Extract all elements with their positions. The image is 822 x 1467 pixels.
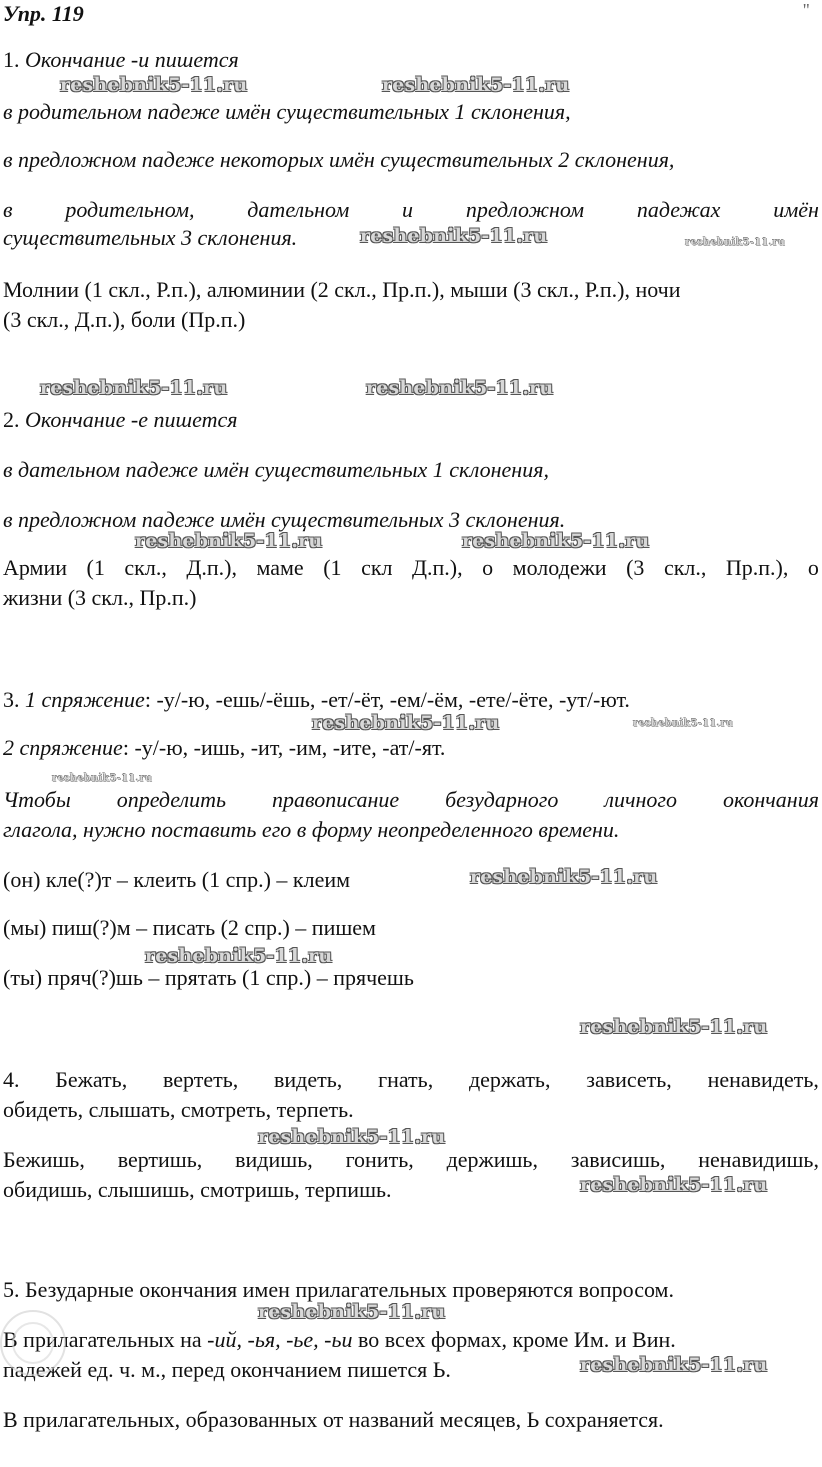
word: маме	[256, 555, 304, 580]
s3-rule-line-1	[3, 786, 819, 814]
word: падежах	[636, 197, 721, 222]
s3-number: 3.	[3, 687, 20, 712]
s5-suffixes: -ий, -ья, -ье, -ьи	[207, 1327, 353, 1352]
word: правописание	[271, 787, 400, 812]
s3-conjugation-1	[3, 686, 630, 714]
s3-conj-2-label: 2 спряжение	[3, 735, 123, 760]
word: и	[402, 197, 414, 222]
s3-example-2: (мы) пиш(?)м – писать (2 спр.) – пишем	[3, 915, 376, 940]
section-2-number: 2.	[3, 407, 20, 432]
s1-line-2: в предложном падеже некоторых имён существительных 2 склонения,	[3, 147, 675, 172]
word: вертеть,	[162, 1067, 239, 1092]
word: скл.,	[124, 555, 167, 580]
s5-line-2-end: во всех формах, кроме Им. и Вин.	[352, 1327, 676, 1352]
word: в	[3, 197, 13, 222]
s1-example-2: (3 скл., Д.п.), боли (Пр.п.)	[3, 307, 246, 332]
word: (3	[626, 555, 645, 580]
watermark: reshebnik5-11.ru	[633, 718, 734, 729]
watermark: reshebnik5-11.ru	[60, 74, 248, 96]
word: о	[807, 555, 819, 580]
section-1-heading-text: Окончание -и пишется	[25, 47, 239, 72]
s5-line-2-start: В прилагательных на	[3, 1327, 208, 1352]
s1-line-3	[3, 196, 819, 224]
word: Пр.п.),	[725, 555, 789, 580]
word: ненавидишь,	[698, 1147, 819, 1172]
word: гонить,	[345, 1147, 414, 1172]
s4-line-1	[3, 1066, 819, 1094]
word: Армии	[3, 555, 68, 580]
corner-mark: ''	[803, 0, 810, 20]
watermark: reshebnik5-11.ru	[258, 1126, 446, 1148]
word: окончания	[722, 787, 819, 812]
s3-example-1: (он) кле(?)т – клеить (1 спр.) – клеим	[3, 867, 351, 892]
s5-line-2	[3, 1326, 676, 1354]
word: видеть,	[274, 1067, 343, 1092]
word: держать,	[468, 1067, 551, 1092]
word: о	[482, 555, 494, 580]
word: скл.,	[663, 555, 707, 580]
word: Бежать,	[55, 1067, 128, 1092]
word: видишь,	[235, 1147, 313, 1172]
s4-line-3	[3, 1146, 819, 1174]
word: скл	[361, 555, 393, 580]
word: личного	[604, 787, 677, 812]
faded-stamp	[0, 1310, 66, 1376]
watermark: reshebnik5-11.ru	[462, 530, 650, 552]
watermark: reshebnik5-11.ru	[360, 225, 548, 247]
s4-line-2: обидеть, слышать, смотреть, терпеть.	[3, 1097, 354, 1122]
s3-rule-line-2: глагола, нужно поставить его в форму неопределенного времени.	[3, 817, 620, 842]
word: Д.п.),	[412, 555, 463, 580]
watermark: reshebnik5-11.ru	[52, 773, 153, 784]
word: Д.п.),	[186, 555, 237, 580]
word: Бежишь,	[3, 1147, 85, 1172]
s3-conj-1-label: 1 спряжение	[25, 687, 145, 712]
s3-conj-2-endings: : -у/-ю, -ишь, -ит, -им, -ите, -ат/-ят.	[122, 735, 446, 760]
s1-example-1: Молнии (1 скл., Р.п.), алюминии (2 скл., Пр.п.), мыши (3 скл., Р.п.), ночи	[3, 277, 681, 302]
word: Чтобы	[3, 787, 71, 812]
watermark: reshebnik5-11.ru	[580, 1016, 768, 1038]
word: зависеть,	[586, 1067, 672, 1092]
watermark: reshebnik5-11.ru	[382, 74, 570, 96]
section-2-heading	[3, 406, 237, 434]
section-1-heading	[3, 46, 239, 74]
word: ненавидеть,	[707, 1067, 819, 1092]
section-2-heading-text: Окончание -е пишется	[25, 407, 238, 432]
s5-line-4: В прилагательных, образованных от названий месяцев, Ь сохраняется.	[3, 1407, 664, 1432]
word: вертишь,	[117, 1147, 203, 1172]
watermark: reshebnik5-11.ru	[580, 1174, 768, 1196]
word: (1	[86, 555, 105, 580]
s1-line-1: в родительном падеже имён существительных 1 склонения,	[3, 99, 571, 124]
word: определить	[116, 787, 227, 812]
word: дательном	[247, 197, 350, 222]
watermark: reshebnik5-11.ru	[580, 1354, 768, 1376]
word: (1	[323, 555, 342, 580]
watermark: reshebnik5-11.ru	[135, 530, 323, 552]
watermark: reshebnik5-11.ru	[40, 377, 228, 399]
s3-conj-1-endings: : -у/-ю, -ешь/-ёшь, -ет/-ёт, -ем/-ём, -ете/-ёте, -ут/-ют.	[144, 687, 630, 712]
watermark: reshebnik5-11.ru	[258, 1301, 446, 1323]
watermark: reshebnik5-11.ru	[145, 945, 333, 967]
s3-example-3: (ты) пряч(?)шь – прятать (1 спр.) – прячешь	[3, 965, 414, 990]
word: имён	[773, 197, 819, 222]
s5-line-3: падежей ед. ч. м., перед окончанием пишется Ь.	[3, 1357, 451, 1382]
word: гнать,	[378, 1067, 434, 1092]
watermark: reshebnik5-11.ru	[470, 866, 658, 888]
word: 4.	[3, 1067, 20, 1092]
section-1-number: 1.	[3, 47, 20, 72]
watermark: reshebnik5-11.ru	[366, 377, 554, 399]
word: зависишь,	[570, 1147, 666, 1172]
s4-line-4: обидишь, слышишь, смотришь, терпишь.	[3, 1177, 392, 1202]
word: держишь,	[446, 1147, 538, 1172]
watermark: reshebnik5-11.ru	[312, 712, 500, 734]
word: безударного	[445, 787, 559, 812]
s3-conjugation-2	[3, 734, 445, 762]
s2-example-1	[3, 554, 819, 582]
word: предложном	[465, 197, 585, 222]
s1-line-4: существительных 3 склонения.	[3, 225, 298, 250]
exercise-title: Упр. 119	[3, 1, 84, 26]
s2-line-2: в предложном падеже имён существительных 3 склонения.	[3, 507, 566, 532]
word: молодежи	[512, 555, 607, 580]
watermark: reshebnik5-11.ru	[685, 237, 786, 248]
s5-line-1: 5. Безударные окончания имен прилагательных проверяются вопросом.	[3, 1277, 674, 1302]
s2-example-2: жизни (3 скл., Пр.п.)	[3, 585, 197, 610]
word: родительном,	[65, 197, 195, 222]
s2-line-1: в дательном падеже имён существительных 1 склонения,	[3, 457, 549, 482]
